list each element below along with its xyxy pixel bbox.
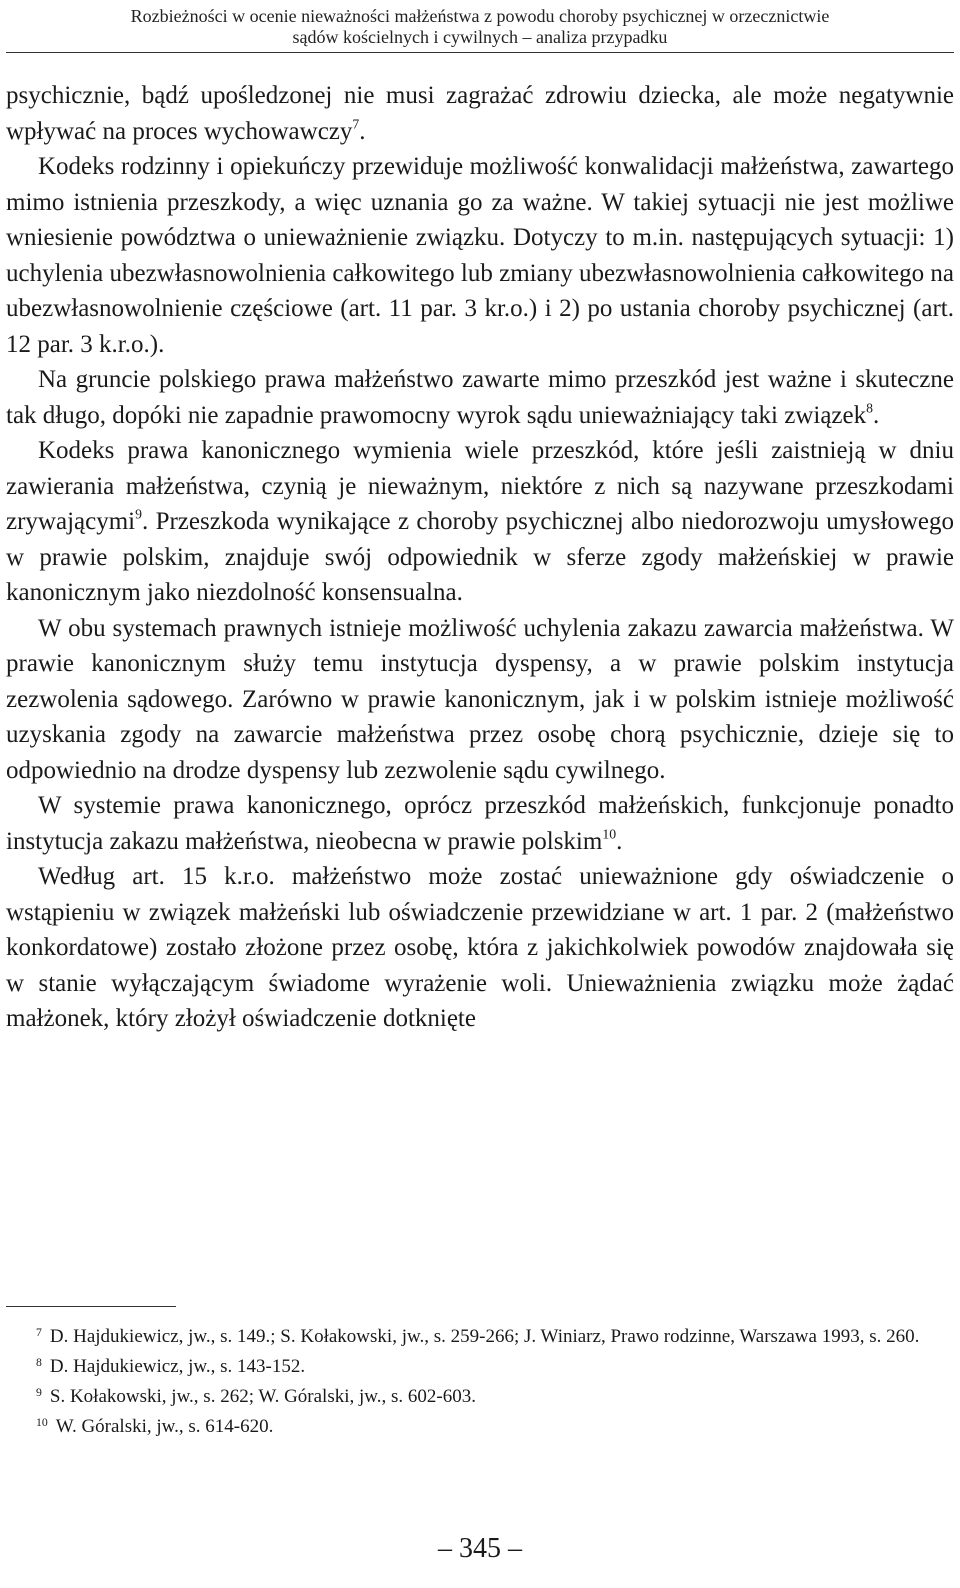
footnote-number: 7 (36, 1325, 42, 1339)
header-rule (6, 52, 954, 53)
paragraph-4-text: Kodeks prawa kanonicznego wymienia wiele przeszkód, które jeśli zaistnieją w dniu zawierania małżeństwa, czynią je nieważnym, niektóre z nich są nazywane przeszkodami zrywającymi (6, 437, 954, 535)
footnote-ref-10: 10 (602, 826, 617, 842)
paragraph-1 (6, 78, 954, 149)
paragraph-1-text: psychicznie, bądź upośledzonej nie musi zagrażać zdrowiu dziecka, ale może negatywnie wpływać na proces wychowawczy (6, 82, 954, 145)
running-title-line-2: sądów kościelnych i cywilnych – analiza przypadku (292, 27, 668, 47)
paragraph-6-text: W systemie prawa kanonicznego, oprócz przeszkód małżeńskich, funkcjonuje ponadto instytucja zakazu małżeństwa, nieobecna w prawie polskim (6, 792, 954, 855)
paragraph-6 (6, 788, 954, 859)
footnotes (6, 1322, 954, 1442)
footnote-number: 8 (36, 1355, 42, 1369)
footnote-9 (6, 1382, 954, 1412)
running-header (0, 6, 960, 48)
footnote-ref-8: 8 (866, 400, 873, 416)
page-number: – 345 – (438, 1533, 522, 1564)
paragraph-6-tail: . (616, 827, 623, 855)
paragraph-5: W obu systemach prawnych istnieje możliwość uchylenia zakazu zawarcia małżeństwa. W prawie kanonicznym służy temu instytucja dyspensy, a w prawie polskim instytucja zezwolenia sądowego. Zarówno w prawie kanonicznym, jak i w polskim istnieje możliwość uzyskania zgody na zawarcie małżeństwa przez osobę chorą psychicznie, dzieje się to odpowiednio na drodze dyspensy lub zezwolenie sądu cywilnego. (6, 614, 954, 784)
footnote-text: S. Kołakowski, jw., s. 262; W. Góralski, jw., s. 602-603. (49, 1386, 476, 1407)
paragraph-3 (6, 362, 954, 433)
footnote-number: 9 (36, 1385, 42, 1399)
footnote-text: D. Hajdukiewicz, jw., s. 143-152. (49, 1356, 306, 1377)
paragraph-3-text: Na gruncie polskiego prawa małżeństwo zawarte mimo przeszkód jest ważne i skuteczne tak długo, dopóki nie zapadnie prawomocny wyrok sądu unieważniający taki związek (6, 366, 954, 429)
footnote-8 (6, 1352, 954, 1382)
footnote-number: 10 (36, 1415, 48, 1429)
footnote-text: D. Hajdukiewicz, jw., s. 149.; S. Kołakowski, jw., s. 259-266; J. Winiarz, Prawo rodzinne, Warszawa 1993, s. 260. (49, 1326, 920, 1347)
paragraph-7: Według art. 15 k.r.o. małżeństwo może zostać unieważnione gdy oświadczenie o wstąpieniu w związek małżeński lub oświadczenie przewidziane w art. 1 par. 2 (małżeństwo konkordatowe) zostało złożone przez osobę, która z jakichkolwiek powodów znajdowała się w stanie wyłączającym świadome wyrażenie woli. Unieważnienia związku może żądać małżonek, który złożył oświadczenie dotknięte (6, 863, 954, 1032)
footnote-rule (6, 1306, 176, 1307)
footnote-10 (6, 1412, 954, 1442)
paragraph-1-tail: . (359, 117, 366, 145)
footnote-text: W. Góralski, jw., s. 614-620. (55, 1416, 274, 1437)
footnote-ref-9: 9 (135, 506, 142, 522)
paragraph-2: Kodeks rodzinny i opiekuńczy przewiduje możliwość konwalidacji małżeństwa, zawartego mimo istnienia przeszkody, a więc uznania go za ważne. W takiej sytuacji nie jest możliwe wniesienie powództwa o unieważnienie związku. Dotyczy to m.in. następujących sytuacji: 1) uchylenia ubezwłasnowolnienia całkowitego lub zmiany ubezwłasnowolnienia całkowitego na ubezwłasnowolnienie częściowe (art. 11 par. 3 kr.o.) i 2) po ustania choroby psychicznej (art. 12 par. 3 k.r.o.). (6, 153, 954, 358)
running-title-line-1: Rozbieżności w ocenie nieważności małżeństwa z powodu choroby psychicznej w orzecznictwie (130, 6, 830, 26)
paragraph-4 (6, 433, 954, 611)
paragraph-3-tail: . (873, 401, 880, 429)
paragraph-4-tail: . Przeszkoda wynikające z choroby psychicznej albo niedorozwoju umysłowego w prawie polskim, znajduje swój odpowiednik w sferze zgody małżeńskiej w prawie kanonicznym jako niezdolność konsensualna. (6, 508, 954, 606)
footnote-7 (6, 1322, 954, 1352)
body-text (6, 78, 954, 1037)
footnote-ref-7: 7 (352, 116, 360, 132)
